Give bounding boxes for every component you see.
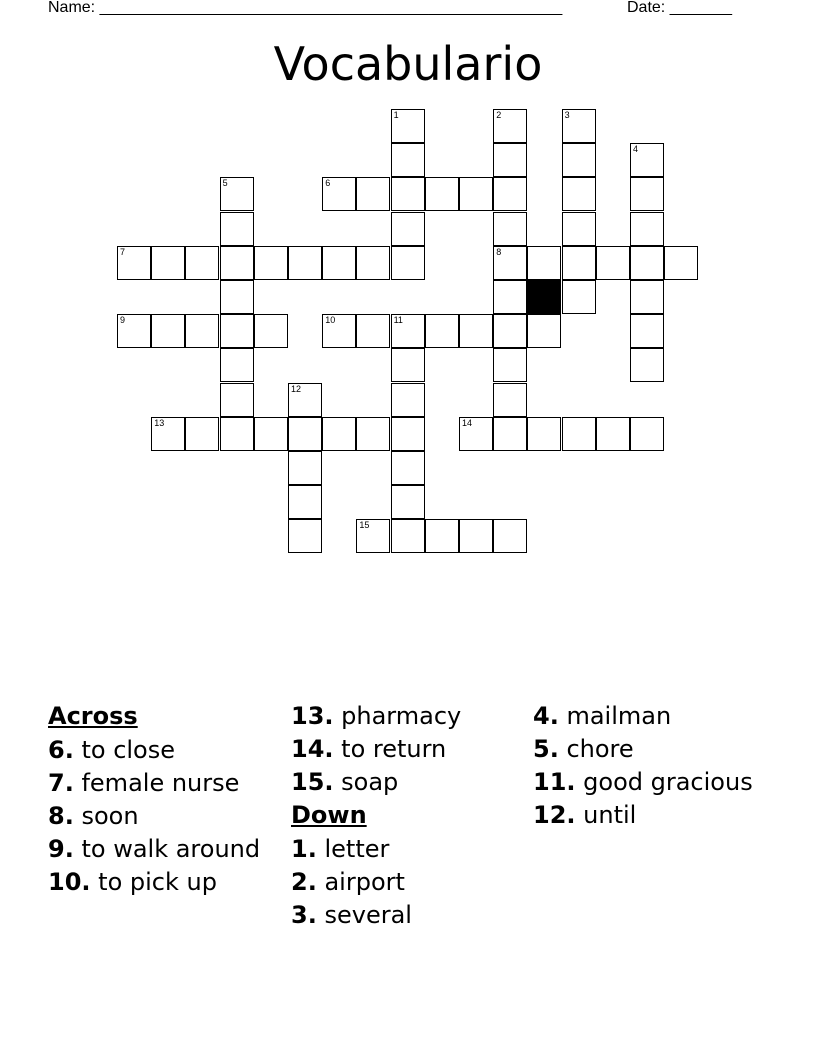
grid-cell[interactable] [493,314,527,348]
grid-cell[interactable] [596,417,630,451]
cell-number: 11 [393,315,403,326]
clue-text: to walk around [81,835,261,863]
grid-cell[interactable] [220,314,254,348]
clue-item [291,835,521,863]
grid-cell[interactable] [220,383,254,417]
clue-item [48,868,278,896]
grid-cell[interactable] [322,177,356,211]
grid-cell[interactable] [220,177,254,211]
grid-cell[interactable] [562,280,596,314]
cell-number: 9 [120,315,126,326]
grid-cell[interactable] [117,314,151,348]
grid-cell[interactable] [562,143,596,177]
grid-cell[interactable] [391,246,425,280]
clue-number: 6. [48,736,74,764]
clue-text: to pick up [98,868,217,896]
cell-number: 15 [359,520,370,531]
grid-cell[interactable] [493,348,527,382]
clue-text: female nurse [81,769,240,797]
grid-cell[interactable] [322,246,356,280]
cell-number: 2 [496,110,502,120]
across-heading: Across [48,702,138,730]
clue-column-3 [533,702,763,834]
grid-cell[interactable] [630,348,664,382]
grid-cell[interactable] [356,177,390,211]
clue-number: 15. [291,768,334,796]
grid-cell[interactable] [254,417,288,451]
clue-text: several [324,901,412,929]
grid-cell[interactable] [391,177,425,211]
grid-cell[interactable] [391,383,425,417]
clue-number: 5. [533,735,559,763]
page-title: Vocabulario [273,37,543,91]
grid-cell[interactable] [356,314,390,348]
grid-cell[interactable] [288,485,322,519]
grid-cell[interactable] [596,246,630,280]
clue-number: 9. [48,835,74,863]
grid-cell[interactable] [151,246,185,280]
clue-item [533,735,763,763]
grid-cell[interactable] [425,177,459,211]
grid-cell[interactable] [117,246,151,280]
grid-cell[interactable] [527,314,561,348]
clue-text: soap [341,768,399,796]
grid-cell[interactable] [151,314,185,348]
grid-cell[interactable] [562,246,596,280]
clue-number: 7. [48,769,74,797]
grid-cell[interactable] [493,246,527,280]
cell-number: 4 [633,144,639,155]
date-field-line: Date: _______ [627,0,732,16]
clue-item [48,769,278,797]
grid-cell[interactable] [220,246,254,280]
grid-cell[interactable] [220,417,254,451]
grid-cell[interactable] [391,143,425,177]
grid-cell[interactable] [493,383,527,417]
grid-cell[interactable] [391,417,425,451]
cell-number: 5 [222,178,228,189]
grid-cell[interactable] [493,280,527,314]
grid-cell[interactable] [630,246,664,280]
clue-text: to return [341,735,447,763]
clue-number: 13. [291,702,334,730]
grid-cell[interactable] [459,177,493,211]
grid-cell[interactable] [493,212,527,246]
grid-cell[interactable] [391,485,425,519]
grid-cell[interactable] [391,314,425,348]
clue-text: chore [566,735,634,763]
grid-cell[interactable] [220,212,254,246]
grid-cell[interactable] [493,143,527,177]
grid-cell[interactable] [288,519,322,553]
clue-item [48,835,278,863]
clue-text: until [583,801,637,829]
grid-cell[interactable] [185,314,219,348]
clue-item [48,736,278,764]
grid-cell[interactable] [459,314,493,348]
grid-cell[interactable] [288,451,322,485]
grid-cell[interactable] [391,451,425,485]
clue-text: pharmacy [341,702,462,730]
clue-number: 12. [533,801,576,829]
clue-number: 8. [48,802,74,830]
grid-cell[interactable] [356,246,390,280]
grid-cell[interactable] [562,109,596,143]
grid-cell[interactable] [630,314,664,348]
grid-cell[interactable] [493,417,527,451]
clue-number: 14. [291,735,334,763]
clue-number: 4. [533,702,559,730]
grid-cell[interactable] [151,417,185,451]
clue-text: good gracious [583,768,753,796]
grid-cell[interactable] [391,109,425,143]
cell-number: 7 [120,246,126,257]
grid-cell[interactable] [322,417,356,451]
grid-cell[interactable] [288,383,322,417]
grid-cell[interactable] [185,246,219,280]
grid-cell[interactable] [527,246,561,280]
clue-column-1 [48,702,278,901]
name-field-line: Name: ____________________________________________________ [48,0,563,16]
clue-item [533,801,763,829]
clue-item [291,901,521,929]
clue-item [533,768,763,796]
grid-cell[interactable] [527,417,561,451]
clue-item [291,768,521,796]
cell-number: 10 [325,315,336,326]
grid-cell[interactable] [664,246,698,280]
clue-text: mailman [566,702,672,730]
grid-cell[interactable] [493,109,527,143]
cell-number: 14 [462,417,473,428]
grid-cell[interactable] [630,212,664,246]
grid-cell[interactable] [356,417,390,451]
grid-cell[interactable] [322,314,356,348]
grid-cell[interactable] [288,417,322,451]
grid-cell[interactable] [254,314,288,348]
grid-cell[interactable] [220,348,254,382]
black-square [527,280,561,314]
grid-cell[interactable] [425,519,459,553]
clue-item [533,702,763,730]
clue-number: 11. [533,768,576,796]
grid-cell[interactable] [391,519,425,553]
grid-cell[interactable] [630,143,664,177]
clue-text: airport [324,868,405,896]
clue-item [48,802,278,830]
clue-number: 1. [291,835,317,863]
clue-text: to close [81,736,176,764]
grid-cell[interactable] [391,348,425,382]
clue-text: letter [324,835,390,863]
grid-cell[interactable] [391,212,425,246]
clue-item [291,702,521,730]
cell-number: 12 [291,383,302,394]
grid-cell[interactable] [630,177,664,211]
cell-number: 13 [154,417,165,428]
clue-number: 2. [291,868,317,896]
cell-number: 6 [325,178,331,189]
grid-cell[interactable] [220,280,254,314]
clue-column-2 [291,702,521,934]
down-heading: Down [291,801,367,829]
grid-cell[interactable] [425,314,459,348]
grid-cell[interactable] [459,417,493,451]
grid-cell[interactable] [562,177,596,211]
grid-cell[interactable] [288,246,322,280]
cell-number: 8 [496,246,502,257]
grid-cell[interactable] [562,417,596,451]
grid-cell[interactable] [493,177,527,211]
grid-cell[interactable] [630,280,664,314]
grid-cell[interactable] [356,519,390,553]
clue-item [291,868,521,896]
cell-number: 3 [564,110,570,120]
clue-item [291,735,521,763]
clue-number: 10. [48,868,91,896]
clue-text: soon [81,802,139,830]
grid-cell[interactable] [459,519,493,553]
grid-cell[interactable] [630,417,664,451]
grid-cell[interactable] [185,417,219,451]
clue-number: 3. [291,901,317,929]
grid-cell[interactable] [493,519,527,553]
cell-number: 1 [393,110,399,120]
grid-cell[interactable] [254,246,288,280]
grid-cell[interactable] [562,212,596,246]
